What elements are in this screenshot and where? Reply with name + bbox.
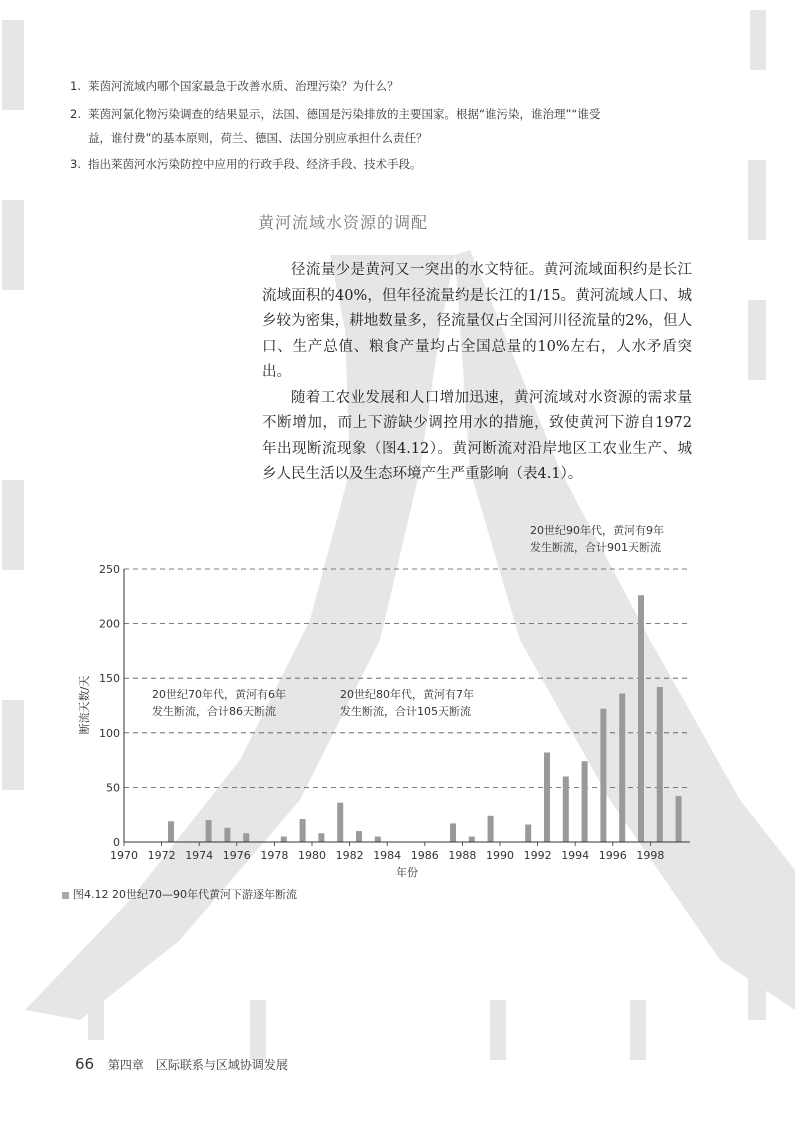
figure-caption: 图4.12 20世纪70—90年代黄河下游逐年断流 [62, 886, 297, 902]
y-tick-label: 150 [99, 672, 120, 686]
question-3: 3. 指出莱茵河水污染防控中应用的行政手段、经济手段、技术手段。 [70, 157, 422, 171]
question-2-continued: 益，谁付费”的基本原则，荷兰、德国、法国分别应承担什么责任？ [88, 131, 428, 145]
x-tick-label: 1978 [260, 849, 289, 862]
bar-1988 [469, 837, 475, 842]
annotation-1970s: 20世纪70年代，黄河有6年 发生断流，合计86天断流 [152, 688, 286, 718]
paragraph-1: 径流量少是黄河又一突出的水文特征。黄河流域面积约是长江流域面积的40%，但年径流量约是长江的1/15。黄河流域人口、城乡较为密集，耕地数量多，径流量仅占全国河川径流量的2%，但人口、生产总值、粮食产量均占全国总量的10%左右，人水矛盾突出。 [262, 262, 692, 380]
bar-1993 [563, 776, 569, 842]
paragraph-2: 随着工农业发展和人口增加迅速，黄河流域对水资源的需求量不断增加，而上下游缺少调控用水的措施，致使黄河下游自1972 年出现断流现象（图4.12）。黄河断流对沿岸地区工农业生产、城乡人民生活以及生态环境产生严重影响（表4.1）。 [262, 389, 692, 482]
x-tick-label: 1982 [335, 849, 364, 862]
bar-1991 [525, 825, 531, 842]
x-tick-label: 1970 [110, 849, 138, 862]
question-2: 2. 莱茵河氯化物污染调查的结果显示，法国、德国是污染排放的主要国家。根据“谁污染，谁治理”“谁受 [70, 107, 601, 121]
bar-1995 [600, 709, 606, 842]
bar-1976 [243, 833, 249, 842]
bar-1978 [281, 837, 287, 842]
y-tick-label: 0 [113, 836, 120, 849]
y-axis-label: 断流天数/天 [78, 675, 91, 735]
annotation-1990s: 20世纪90年代，黄河有9年 发生断流，合计901天断流 [530, 524, 664, 554]
y-tick-label: 250 [99, 563, 120, 576]
question-1: 1. 莱茵河流域内哪个国家最急于改善水质、治理污染？为什么？ [70, 79, 399, 93]
bar-chart [0, 555, 800, 885]
bar-1982 [356, 831, 362, 842]
bar-1980 [318, 833, 324, 842]
bar-1994 [582, 761, 588, 842]
bar-1975 [224, 828, 230, 842]
bar-1997 [638, 595, 644, 842]
x-tick-label: 1986 [410, 849, 439, 862]
bar-1998 [657, 687, 663, 842]
bar-1974 [206, 820, 212, 842]
y-tick-label: 200 [99, 617, 120, 631]
y-tick-label: 50 [106, 781, 120, 795]
page-number: 66 [75, 1055, 95, 1073]
x-tick-label: 1976 [222, 849, 251, 862]
y-tick-label: 100 [99, 726, 120, 740]
annotation-1980s: 20世纪80年代，黄河有7年 发生断流，合计105天断流 [340, 688, 474, 718]
x-axis-label: 年份 [396, 866, 418, 879]
bar-1996 [619, 693, 625, 842]
bar-1979 [300, 819, 306, 842]
page-footer [75, 1055, 288, 1073]
x-tick-label: 1980 [298, 849, 326, 862]
bar-1987 [450, 823, 456, 842]
x-tick-label: 1998 [636, 849, 665, 862]
x-tick-label: 1996 [598, 849, 627, 862]
bar-1972 [168, 821, 174, 842]
x-tick-label: 1972 [147, 849, 176, 862]
bar-1999 [676, 796, 682, 842]
x-tick-label: 1984 [373, 849, 402, 862]
bar-1981 [337, 803, 343, 842]
bar-1989 [488, 816, 494, 842]
x-tick-label: 1994 [561, 849, 590, 862]
section-title: 黄河流域水资源的调配 [258, 213, 429, 232]
caption-marker [62, 892, 69, 899]
x-tick-label: 1990 [486, 849, 514, 862]
x-tick-label: 1992 [523, 849, 552, 862]
bar-1983 [375, 837, 381, 842]
chapter-title: 第四章 区际联系与区域协调发展 [107, 1058, 288, 1072]
body-text [262, 258, 692, 488]
x-tick-label: 1988 [448, 849, 477, 862]
bar-1992 [544, 752, 550, 842]
x-tick-label: 1974 [185, 849, 214, 862]
